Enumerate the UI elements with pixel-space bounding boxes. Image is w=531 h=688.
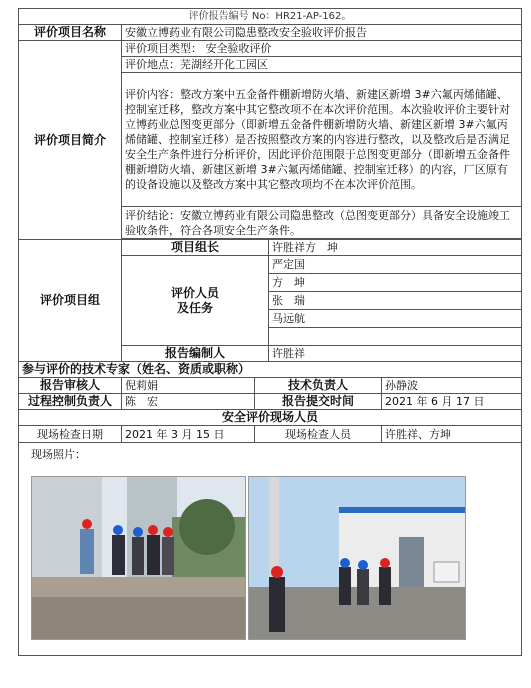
report-writer-label: 报告编制人 <box>122 346 269 362</box>
report-form-table <box>18 8 522 656</box>
team-members-label: 评价人员 及任务 <box>122 256 269 346</box>
site-photo-1 <box>31 476 246 640</box>
team-member: 方 坤 <box>269 274 522 292</box>
tech-lead-label: 技术负责人 <box>255 378 382 394</box>
experts-label: 参与评价的技术专家（姓名、资质或职称） <box>19 362 522 378</box>
site-photos-label: 现场照片： <box>31 448 86 461</box>
site-inspectors-value: 许胜祥、方坤 <box>382 426 522 443</box>
process-control-label: 过程控制负责人 <box>19 394 122 410</box>
project-content: 评价内容：整改方案中五金备件棚新增防火墙、新建区新增 3#六氟丙烯储罐、控制室迁移，整改方案中其它整改项不在本次评价范围。本次验收评价主要针对立博药业总图变更部分（即新增五金备件棚新增防火墙、新建区新增 3#六氟丙烯储罐、控制室迁移）是否按照整改方案的内容进行整改，以及整改后是否满足安全生产条件进行分析评价，因此评价范围限于总图变更部分（即新增五金备件棚新增防火墙、新建区新增 3#六氟丙烯储罐、控制室迁移）的内容，厂区原有的设备设施以及整改方案中其它整改项均不在本次评价范围。 <box>122 73 522 207</box>
submit-time-label: 报告提交时间 <box>255 394 382 410</box>
site-inspectors-label: 现场检查人员 <box>255 426 382 443</box>
process-control-value: 陈 宏 <box>122 394 255 410</box>
site-photo-2 <box>248 476 466 640</box>
site-photos-cell <box>19 443 522 656</box>
site-personnel-title: 安全评价现场人员 <box>19 410 522 426</box>
reviewer-value: 倪莉娟 <box>122 378 255 394</box>
site-photo-2-image <box>249 477 465 639</box>
team-leader-label: 项目组长 <box>122 240 269 256</box>
team-member: 严定国 <box>269 256 522 274</box>
team-group-label: 评价项目组 <box>19 240 122 362</box>
team-member: 张 瑞 <box>269 292 522 310</box>
reviewer-label: 报告审核人 <box>19 378 122 394</box>
project-name-value: 安徽立博药业有限公司隐患整改安全验收评价报告 <box>122 25 522 41</box>
report-writer-value: 许胜祥 <box>269 346 522 362</box>
submit-time-value: 2021 年 6 月 17 日 <box>382 394 522 410</box>
project-brief-label: 评价项目简介 <box>19 41 122 240</box>
team-member <box>269 328 522 346</box>
site-date-value: 2021 年 3 月 15 日 <box>122 426 255 443</box>
project-conclusion: 评价结论：安徽立博药业有限公司隐患整改（总图变更部分）具备安全设施竣工验收条件，符合各项安全生产条件。 <box>122 207 522 239</box>
report-number: 评价报告编号 No：HR21-AP-162。 <box>19 9 522 25</box>
site-date-label: 现场检查日期 <box>19 426 122 443</box>
site-photo-1-image <box>32 477 245 639</box>
tech-lead-value: 孙静波 <box>382 378 522 394</box>
team-leader-value: 许胜祥方 坤 <box>269 240 522 256</box>
project-name-label: 评价项目名称 <box>19 25 122 41</box>
team-member: 马远航 <box>269 310 522 328</box>
project-type: 评价项目类型： 安全验收评价 <box>122 41 522 57</box>
project-location: 评价地点：芜湖经开化工园区 <box>122 57 522 73</box>
